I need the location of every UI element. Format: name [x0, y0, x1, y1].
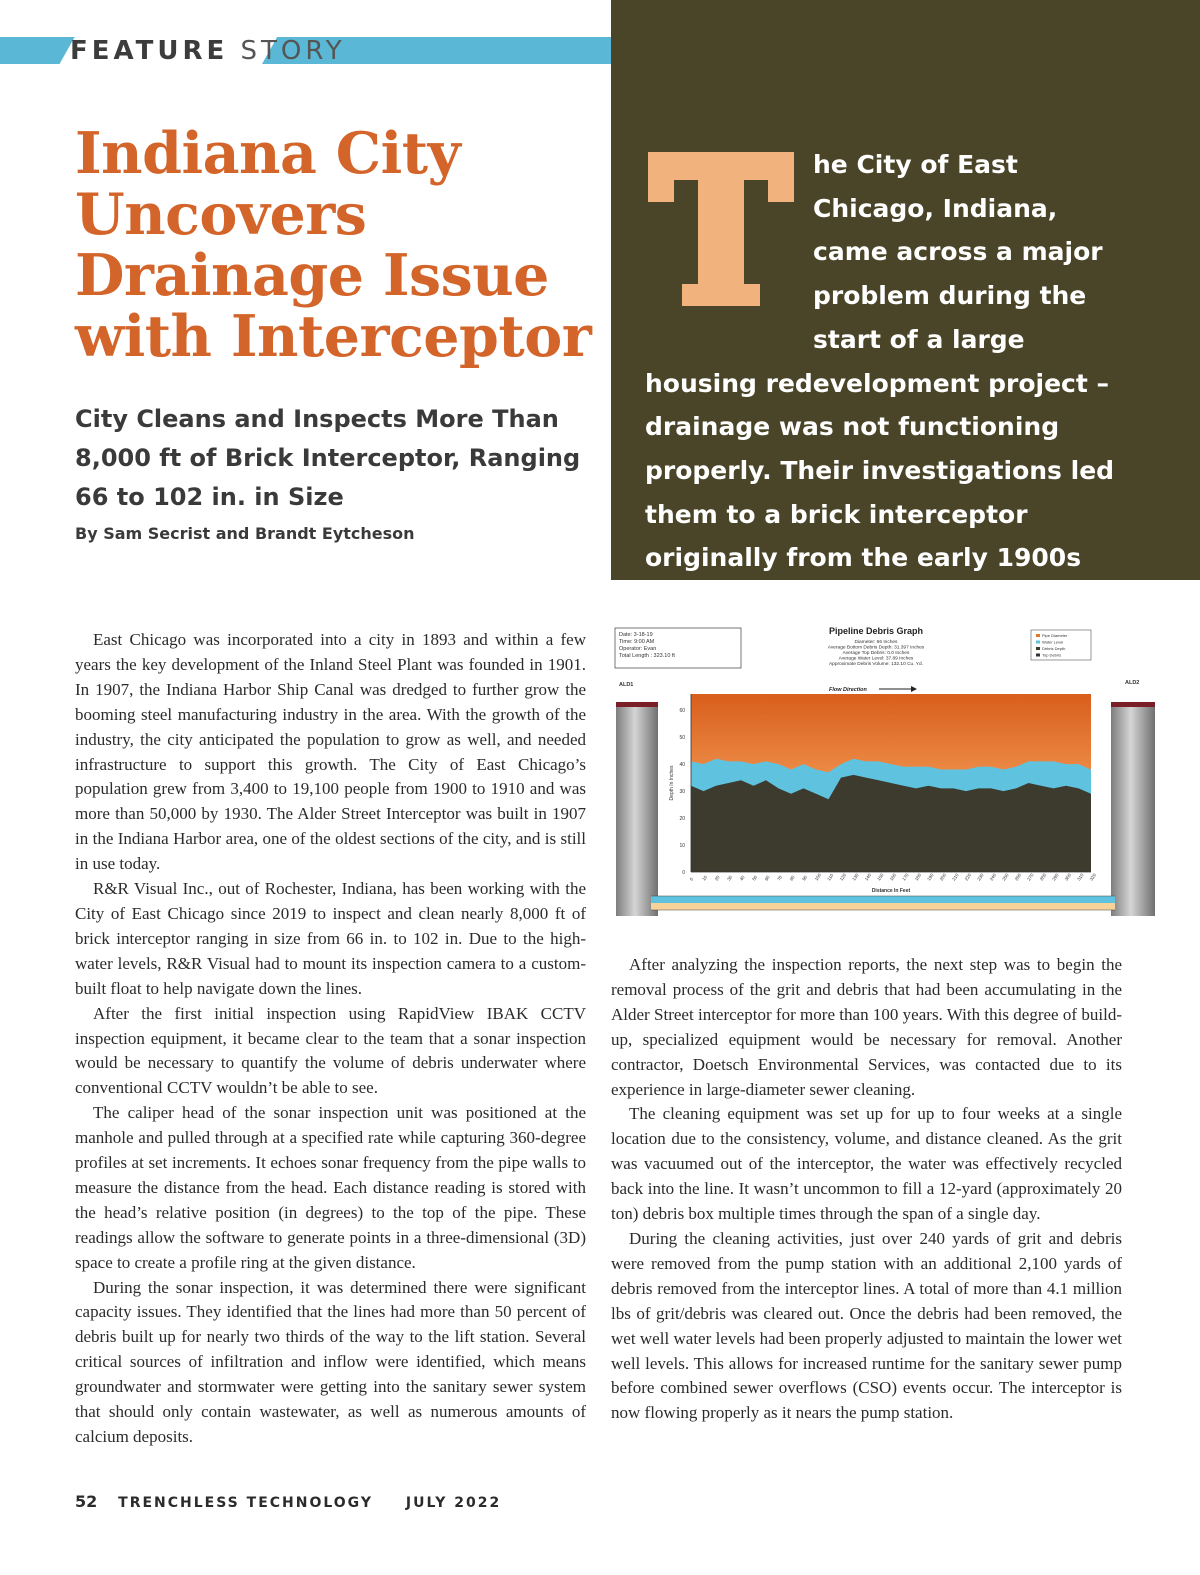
y-tick-label: 0 — [682, 870, 685, 876]
x-tick-label: 220 — [963, 872, 973, 882]
section-label-light: STORY — [240, 36, 346, 66]
legend-label: Debris Depth — [1042, 646, 1066, 651]
y-axis-label: Depth In Inches — [669, 765, 675, 801]
y-tick-label: 60 — [679, 708, 685, 715]
flow-direction-label: Flow Direction — [829, 687, 867, 693]
legend-swatch — [1036, 647, 1040, 650]
x-tick-label: 110 — [826, 872, 835, 882]
body-paragraph: After the first initial inspection using RapidView IBAK CCTV inspection equipment, it became clear to the team that a sonar inspection would be necessary to quantify the volume of debris underwater where conventional CCTV wouldn’t be able to see. — [75, 1003, 586, 1098]
page-footer — [75, 1492, 501, 1511]
article-title: Indiana City Uncovers Drainage Issue with Interceptor — [75, 120, 592, 370]
chart-info-line: Time: 9:00 AM — [619, 639, 655, 645]
x-tick-label: 230 — [976, 872, 985, 882]
x-tick-label: 50 — [751, 874, 759, 882]
article-byline: By Sam Secrist and Brandt Eytcheson — [75, 524, 415, 543]
body-paragraph: After analyzing the inspection reports, the next step was to begin the removal process of the grit and debris that had been accumulating in the Alder Street interceptor for more than 100 years. With this degree of build-up, specialized equipment would be necessary for removal. Another contractor, Doetsch Environmental Services, was contacted due to its experience in large-diameter sewer cleaning. — [611, 955, 1122, 1099]
x-tick-label: 290 — [1051, 872, 1060, 882]
chart-subtitle-line: Average Bottom Debris Depth: 31.397 Inches — [827, 645, 925, 651]
body-paragraph: R&R Visual Inc., out of Rochester, Indiana, has been working with the City of East Chicago since 2019 to inspect and clean nearly 8,000 ft of brick interceptor ranging in size from 66 in. to 102 in. Due to the high-water levels, R&R Visual had to mount its inspection camera to a custom-built float to help navigate down the lines. — [75, 879, 586, 998]
pipeline-debris-chart — [611, 622, 1161, 922]
body-paragraph: East Chicago was incorporated into a city in 1893 and within a few years the key development of the Inland Steel Plant was founded in 1901. In 1907, the Indiana Harbor Ship Canal was dredged to further grow the booming steel manufacturing industry in the area. With the growth of the industry, the city anticipated the population to grow as well, and needed infrastructure to support this growth. The City of East Chicago’s population grew from 3,400 to 19,100 people from 1900 to 1910 and was more than 50,000 by 1930. The Alder Street Interceptor was built in 1907 in the Indiana Harbor area, one of the oldest sections of the city, and is still in use today. — [75, 630, 586, 874]
x-tick-label: 180 — [913, 872, 923, 882]
x-tick-label: 280 — [1038, 872, 1048, 882]
body-paragraph: The cleaning equipment was set up for up to four weeks at a single location due to the consistency, volume, and distance cleaned. As the grit was vacuumed out of the interceptor, the water was effectively recycled back into the line. It wasn’t uncommon to fill a 12-yard (approximately 20 ton) debris box multiple times through the span of a single day. — [611, 1104, 1122, 1224]
x-tick-label: 70 — [776, 874, 784, 882]
manhole-left-cap — [616, 702, 658, 707]
x-tick-label: 60 — [763, 874, 771, 882]
y-tick-label: 30 — [679, 789, 685, 796]
x-tick-label: 80 — [788, 874, 796, 882]
legend-label: Top Debris — [1042, 652, 1062, 658]
chart-info-line: Total Length : 323.10 ft — [619, 653, 675, 659]
legend-label: Water Level — [1042, 639, 1064, 645]
manhole-left — [616, 704, 658, 916]
manhole-right-cap — [1111, 702, 1155, 707]
body-paragraph: During the sonar inspection, it was determined there were significant capacity issues. They identified that the lines had more than 50 percent of debris built up for nearly two thirds of the way to the lift station. Several critical sources of infiltration and inflow were identified, which means groundwater and stormwater were getting into the sanitary sewer system that should only contain wastewater, as well as numerous amounts of calcium deposits. — [75, 1277, 586, 1446]
pipe-bed-water — [651, 896, 1115, 903]
x-tick-label: 0 — [688, 876, 695, 882]
intro-paragraph — [645, 143, 1130, 624]
manhole-right — [1111, 704, 1155, 916]
x-tick-label: 190 — [926, 872, 935, 882]
x-tick-label: 90 — [801, 874, 809, 882]
x-tick-label: 260 — [1013, 872, 1023, 882]
y-tick-label: 20 — [679, 816, 685, 823]
y-tick-label: 40 — [679, 762, 685, 769]
x-tick-label: 150 — [876, 872, 885, 882]
x-tick-label: 270 — [1026, 872, 1035, 882]
pipe-bed-base — [651, 903, 1115, 910]
x-tick-label: 310 — [1076, 872, 1085, 882]
legend-label: Pipe Diameter — [1042, 633, 1068, 638]
x-axis-label: Distance In Feet — [871, 888, 911, 894]
issue-date: JULY 2022 — [405, 1495, 502, 1511]
right-column — [611, 953, 1122, 1426]
manhole-label-right: ALD2 — [1125, 680, 1140, 686]
x-tick-label: 240 — [988, 872, 998, 882]
section-label-bold: FEATURE — [70, 36, 229, 66]
x-tick-label: 30 — [726, 874, 734, 882]
y-tick-label: 10 — [679, 843, 685, 850]
x-tick-label: 10 — [701, 874, 709, 882]
publication-name: TRENCHLESS TECHNOLOGY — [118, 1495, 374, 1511]
chart-title: Pipeline Debris Graph — [828, 626, 924, 636]
chart-subtitle-line: Approximate Debris Volume: 132.10 Cu. Yd. — [828, 662, 924, 667]
x-tick-label: 170 — [901, 872, 910, 882]
x-tick-label: 160 — [888, 872, 898, 882]
x-tick-label: 20 — [713, 874, 721, 882]
legend-swatch — [1036, 654, 1040, 657]
chart-info-line: Date: 3-18-19 — [619, 632, 653, 638]
chart-info-line: Operator: Evan — [619, 646, 657, 652]
x-tick-label: 200 — [938, 872, 948, 882]
manhole-label-left: ALD1 — [619, 682, 634, 688]
y-tick-label: 50 — [679, 735, 685, 742]
x-tick-label: 130 — [851, 872, 860, 882]
x-tick-label: 250 — [1001, 872, 1010, 882]
x-tick-label: 300 — [1063, 872, 1073, 882]
section-label — [70, 36, 346, 66]
page-number: 52 — [75, 1492, 98, 1511]
body-paragraph: During the cleaning activities, just over 240 yards of grit and debris were removed from the pump station with an additional 2,100 yards of debris removed from the interceptor lines. A total of more than 4.1 million lbs of grit/debris was cleared out. Once the debris had been removed, the wet well water levels had been properly adjusted to maintain the lower wet well levels. This allows for increased runtime for the sanitary sewer pump before combined sewer overflows (CSO) events occur. The interceptor is now flowing properly as it nears the pump station. — [611, 1228, 1122, 1423]
chart-subtitle-line: Average Top Debris: 0.0 Inches — [842, 651, 910, 656]
body-paragraph: The caliper head of the sonar inspection unit was positioned at the manhole and pulled through at a specified rate while capturing 360-degree profiles at set increments. It echoes sonar frequency from the pipe walls to measure the distance from the head. Each distance reading is stored with the head’s relative position (in degrees) to the top of the pipe. These readings allow the software to generate points in a three-dimensional (3D) space to create a profile ring at the given distance. — [75, 1103, 586, 1272]
intro-text: he City of East Chicago, Indiana, came across a major problem during the start of a large housing redevelopment project – drainage was not functioning properly. Their investigations led them to a brick interceptor originally from the early 1900s that was at or near capacity. — [645, 150, 1115, 617]
legend-swatch — [1036, 641, 1040, 644]
x-tick-label: 40 — [738, 874, 746, 882]
chart-subtitle-line: Average Water Level: 37.89 Inches — [838, 656, 914, 662]
debris-depth-area — [691, 775, 1091, 872]
x-tick-label: 140 — [863, 872, 873, 882]
x-tick-label: 100 — [813, 872, 823, 882]
x-tick-label: 210 — [951, 872, 960, 882]
chart-subtitle-line: Diameter: 66 Inches — [854, 640, 898, 645]
x-tick-label: 320 — [1088, 872, 1098, 882]
legend-swatch — [1036, 634, 1040, 637]
flow-arrow-head — [911, 686, 917, 692]
x-tick-label: 120 — [838, 872, 848, 882]
article-subtitle: City Cleans and Inspects More Than 8,000 ft of Brick Interceptor, Ranging 66 to 102 in. in Size — [75, 405, 581, 511]
left-column — [75, 628, 586, 1450]
